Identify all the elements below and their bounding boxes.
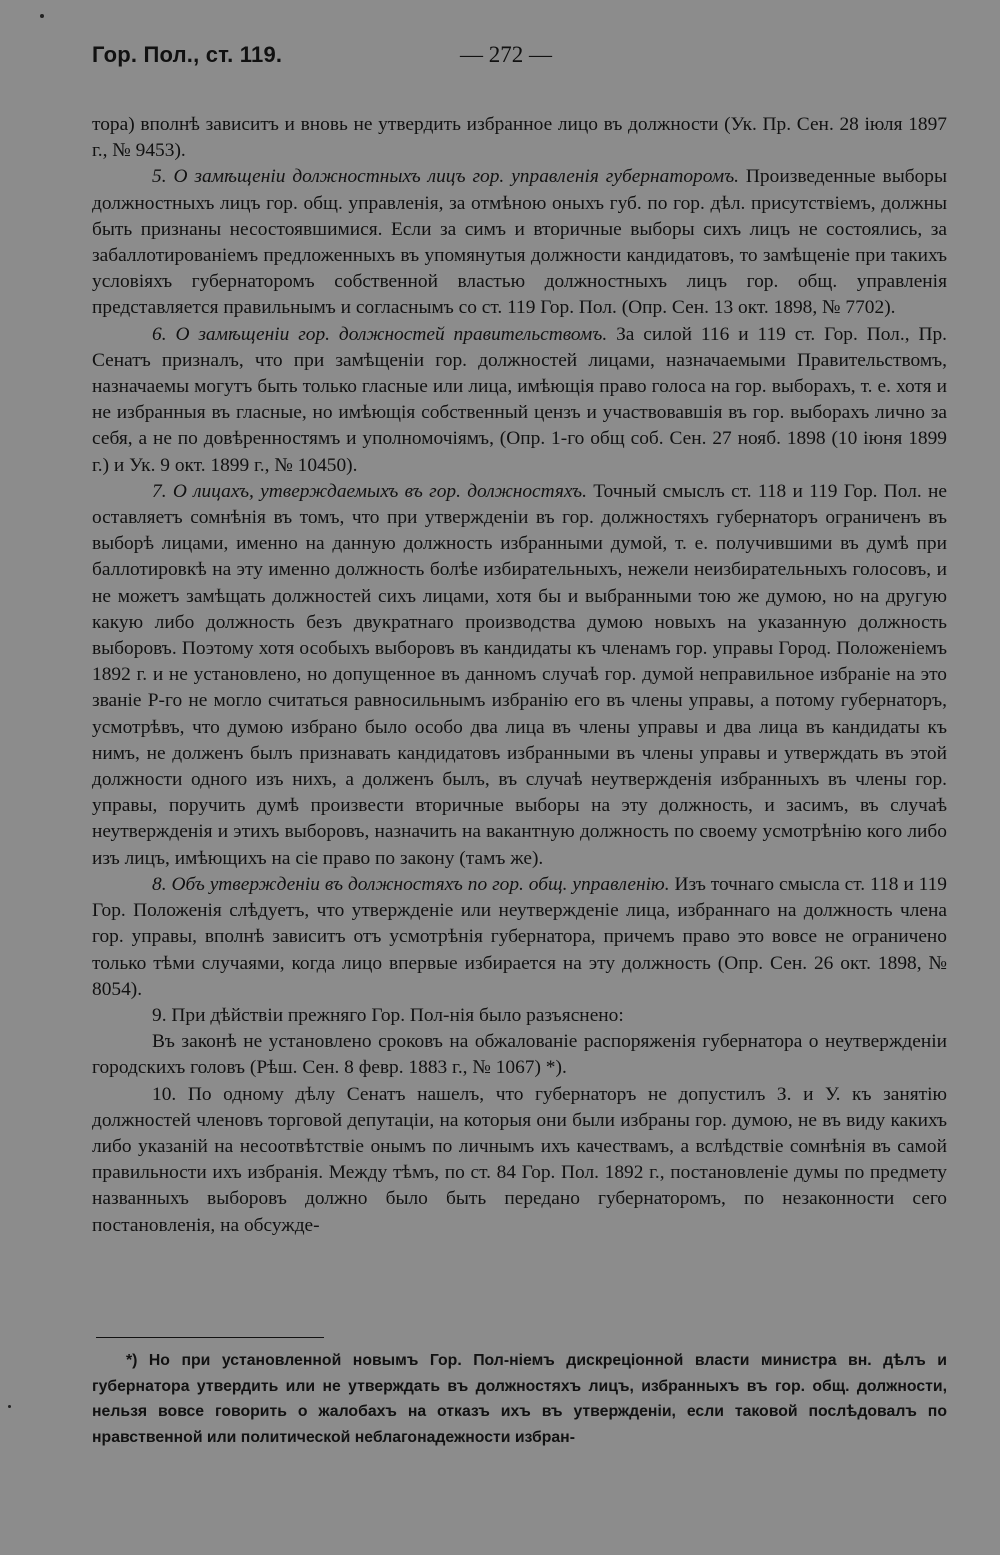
scan-speck <box>40 14 44 18</box>
paragraph-text: Въ законѣ не установлено сроковъ на обжалованіе распоряженія губернатора о неутвержденіи городскихъ головъ (Рѣш. Сен. 8 февр. 1883 г., № 1067) *). <box>92 1031 947 1079</box>
paragraph-9 <box>92 1003 947 1029</box>
paragraph-text: Точный смыслъ ст. 118 и 119 Гор. Пол. не оставляетъ сомнѣнія въ томъ, что при утвержденіи въ гор. должностяхъ губернаторъ ограниченъ въ выборѣ лицами, именно на данную должность избранными думой, т. е. получившими въ думѣ при баллотировкѣ на эту именно должность болѣе избирательныхъ, нежели неизбирательныхъ голосовъ, и не можетъ замѣщать должностей сихъ лицами, хотя бы и выбранными тою же думою, но на другую какую либо должность безъ двукратнаго производства думою новыхъ на указанную должность выборовъ. Поэтому хотя особыхъ выборовъ въ кандидаты къ членамъ гор. управы Город. Положеніемъ 1892 г. и не установлено, но допущенное въ данномъ случаѣ гор. думой неправильное избраніе на это званіе Р-го не могло считаться равносильнымъ избранію его въ члены управы, а потому губернаторъ, усмотрѣвъ, что думою избрано было особо два лица въ члены управы и два лица въ кандидаты къ нимъ, не долженъ былъ признавать кандидатовъ избранными въ члены управы и утверждать въ этой должности одного изъ нихъ, а долженъ былъ, въ случаѣ неутвержденія избранныхъ въ члены гор. управы, поручить думѣ произвести вторичные выборы на эту должность, и засимъ, въ случаѣ неутвержденія и этихъ выборовъ, назначить на вакантную должность по своему усмотрѣнію кого либо изъ лицъ, имѣющихъ на сіе право по закону (тамъ же). <box>92 480 947 869</box>
paragraph-9-ruling <box>92 1029 947 1081</box>
paragraph-text: За силой 116 и 119 ст. Гор. Пол., Пр. Сенатъ призналъ, что при замѣщеніи гор. должностей лицами, назначаемыми Правительствомъ, назначаемы могутъ быть только гласные или лица, имѣющія право голоса на гор. выборахъ, т. е. хотя и не избранныя въ гласные, но имѣющія собственный цензъ и участвовавшія въ гор. выборахъ лично за себя, а не по довѣренностямъ и уполномочіямъ, (Опр. 1-го общ соб. Сен. 27 нояб. 1898 (10 іюня 1899 г.) и Ук. 9 окт. 1899 г., № 10450). <box>92 323 947 476</box>
page-header <box>92 38 948 78</box>
paragraph-text: 9. При дѣйствіи прежняго Гор. Пол-нія было разъяснено: <box>152 1004 624 1026</box>
footnote <box>92 1348 947 1450</box>
paragraph-heading: 6. О замѣщеніи гор. должностей правительствомъ. <box>152 323 608 345</box>
paragraph-text: тора) вполнѣ зависитъ и вновь не утвердить избранное лицо въ должности (Ук. Пр. Сен. 28 іюля 1897 г., № 9453). <box>92 114 947 162</box>
running-title: Гор. Пол., ст. 119. <box>92 42 283 67</box>
paragraph-continuation <box>92 112 947 164</box>
paragraph-heading: 5. О замѣщеніи должностныхъ лицъ гор. управленія губернаторомъ. <box>152 166 739 188</box>
paragraph-5 <box>92 164 947 321</box>
paragraph-6 <box>92 322 947 479</box>
footnote-divider <box>96 1337 324 1338</box>
scan-speck <box>8 1405 11 1408</box>
paragraph-10 <box>92 1082 947 1239</box>
paragraph-heading: 7. О лицахъ, утверждаемыхъ въ гор. должностяхъ. <box>152 480 587 502</box>
paragraph-text: 10. По одному дѣлу Сенатъ нашелъ, что губернаторъ не допустилъ З. и У. къ занятію должностей членовъ торговой депутаціи, на которыя они были избраны гор. думою, не въ виду какихъ либо указаній на несоотвѣтствіе онымъ по личнымъ ихъ качествамъ, а вслѣдствіе сомнѣнія въ самой правильности ихъ избранія. Между тѣмъ, по ст. 84 Гор. Пол. 1892 г., постановленіе думы по предмету названныхъ выборовъ должно было быть передано губернаторомъ, по незаконности сего постановленія, на обсужде- <box>92 1083 947 1236</box>
paragraph-8 <box>92 872 947 1003</box>
paragraph-7 <box>92 479 947 872</box>
paragraph-text: Изъ точнаго смысла ст. 118 и 119 Гор. Положенія слѣдуетъ, что утвержденіе или неутвержденіе лица, избраннаго на должность члена гор. управы, вполнѣ зависитъ отъ усмотрѣнія губернатора, причемъ право это вовсе не ограничено только тѣми случаями, когда лицо впервые избирается на эту должность (Опр. Сен. 26 окт. 1898, № 8054). <box>92 873 947 1000</box>
footnote-text: *) Но при установленной новымъ Гор. Пол-ніемъ дискреціонной власти министра вн. дѣлъ и губернатора утвердить или не утверждать въ должностяхъ лицъ, избранныхъ въ гор. общ. должности, нельзя вовсе говорить о жалобахъ на отказъ ихъ въ утвержденіи, если таковой послѣдовалъ по нравственной или политической неблагонадежности избран- <box>92 1352 947 1446</box>
body-text <box>92 112 947 1239</box>
page-number: — 272 — <box>460 42 552 67</box>
paragraph-text: Произведенные выборы должностныхъ лицъ гор. общ. управленія, за отмѣною оныхъ губ. по гор. дѣл. присутствіемъ, должны быть признаны несостоявшимися. Если за симъ и вторичные выборы сихъ лицъ не состоялись, за забаллотированіемъ предложенныхъ въ упомянутыя должности кандидатовъ, то замѣщеніе при такихъ условіяхъ губернаторомъ собственной властью должностныхъ лицъ гор. общ. управленія представляется правильнымъ и согласнымъ со ст. 119 Гор. Пол. (Опр. Сен. 13 окт. 1898, № 7702). <box>92 166 948 319</box>
paragraph-heading: 8. Объ утвержденіи въ должностяхъ по гор. общ. управленію. <box>152 873 670 895</box>
